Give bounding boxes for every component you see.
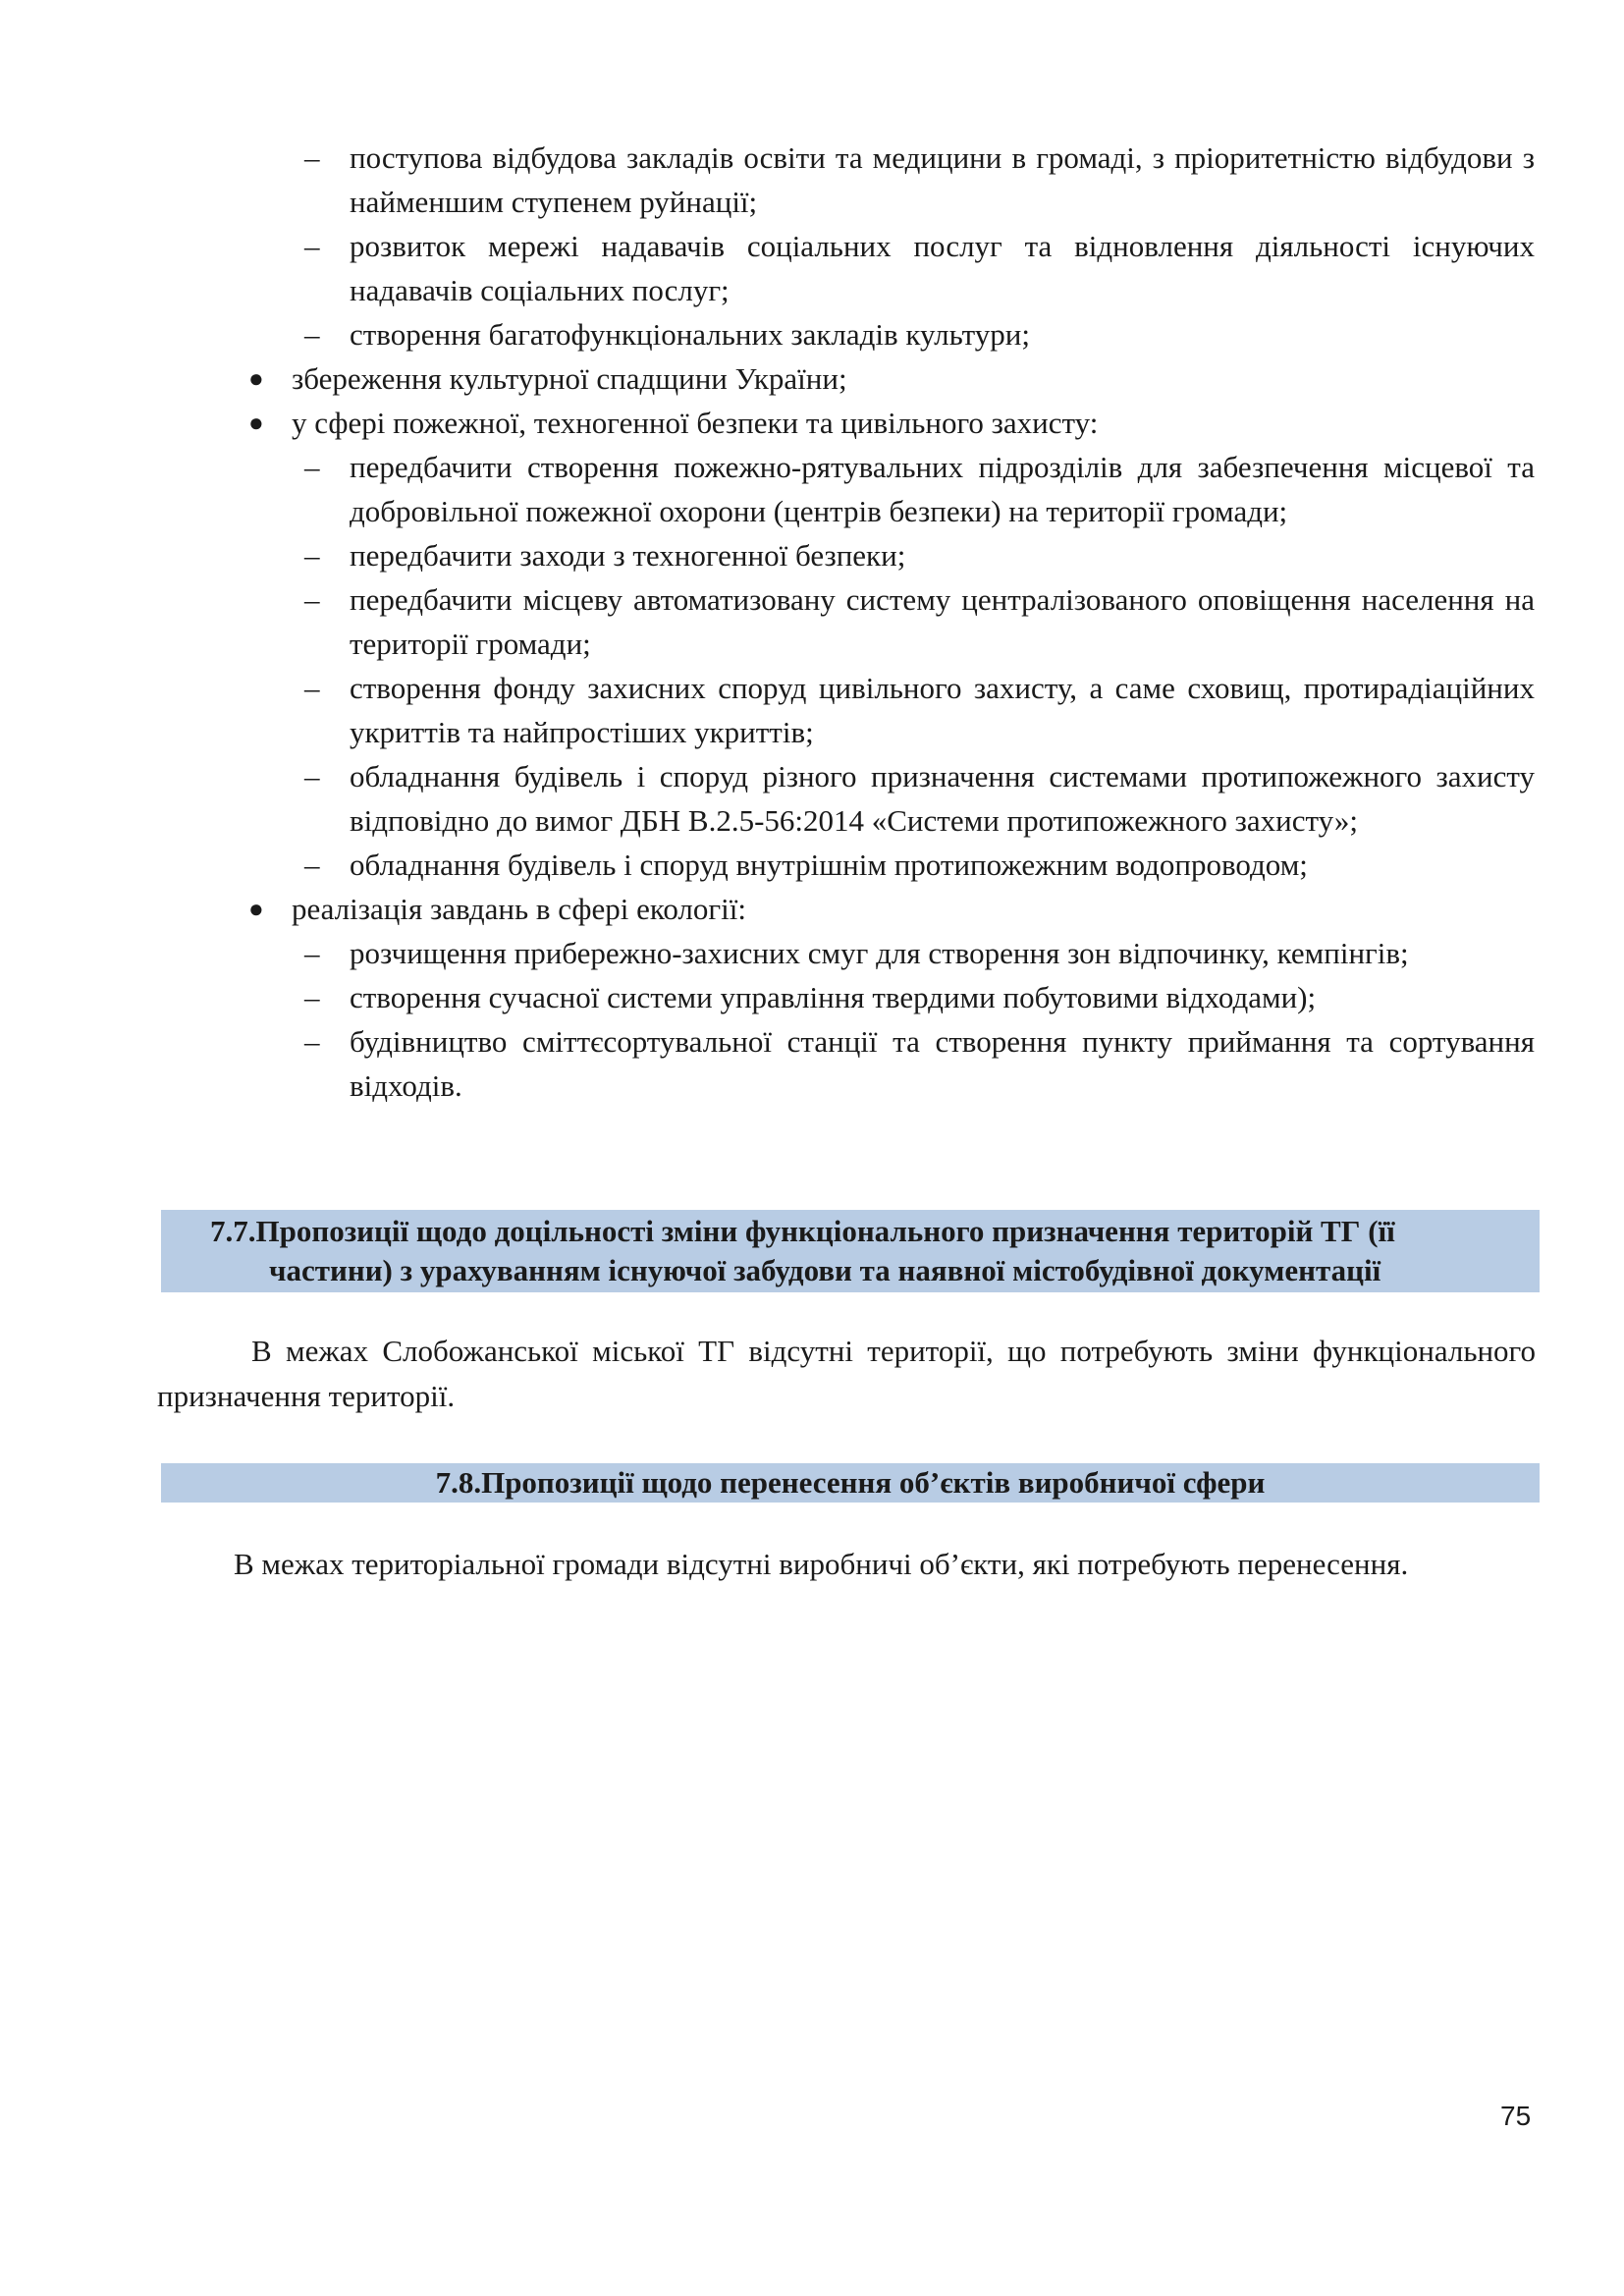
list-item-text: створення багатофункціональних закладів культури; (350, 317, 1030, 352)
list-item-text: обладнання будівель і споруд різного призначення системами протипожежного захисту відповідно до вимог ДБН В.2.5-56:2014 «Системи протипожежного захисту»; (350, 759, 1535, 838)
dash-list-item (304, 843, 1535, 887)
dash-marker: – (304, 538, 320, 573)
dash-list-item (304, 136, 1535, 224)
page-number: 75 (1500, 2101, 1532, 2131)
dash-list-item (304, 931, 1535, 975)
list-item-text: створення фонду захисних споруд цивільного захисту, а саме сховищ, протирадіаційних укриттів та найпростіших укриттів; (350, 671, 1535, 749)
list-item-text: розчищення прибережно-захисних смуг для створення зон відпочинку, кемпінгів; (350, 936, 1409, 970)
bullet-marker: ● (248, 895, 264, 923)
list-item-text: збереження культурної спадщини України; (292, 361, 847, 396)
dash-list-item (304, 577, 1535, 666)
list-item-text: поступова відбудова закладів освіти та медицини в громаді, з пріоритетністю відбудови з найменшим ступенем руйнації; (350, 140, 1535, 219)
dash-marker: – (304, 317, 320, 352)
dash-marker: – (304, 140, 320, 175)
list-item-text: передбачити створення пожежно-рятувальних підрозділів для забезпечення місцевої та добровільної пожежної охорони (центрів безпеки) на території громади; (350, 450, 1535, 528)
list-item-text: передбачити місцеву автоматизовану систему централізованого оповіщення населення на території громади; (350, 582, 1535, 661)
list-item-text: у сфері пожежної, техногенної безпеки та цивільного захисту: (292, 406, 1099, 440)
dash-marker: – (304, 759, 320, 793)
section-heading-7-7 (161, 1210, 1540, 1292)
dash-list-item (304, 975, 1535, 1019)
dash-list-item (304, 533, 1535, 577)
dash-list-item (304, 1019, 1535, 1108)
bullet-list-item (248, 887, 1535, 931)
list-item-text: реалізація завдань в сфері екології: (292, 892, 746, 926)
paragraph-7-7: В межах Слобожанської міської ТГ відсутні території, що потребують зміни функціонального призначення території. (157, 1334, 1536, 1413)
bullet-list (0, 136, 1624, 1108)
dash-marker: – (304, 1024, 320, 1059)
paragraph-7-8: В межах територіальної громади відсутні виробничі об’єкти, які потребують перенесення. (234, 1547, 1409, 1581)
dash-marker: – (304, 671, 320, 705)
dash-list-item (304, 445, 1535, 533)
dash-marker: – (304, 936, 320, 970)
dash-list-item (304, 312, 1535, 356)
bullet-marker: ● (248, 364, 264, 393)
dash-marker: – (304, 229, 320, 263)
section-heading-line: частини) з урахуванням існуючої забудови та наявної містобудівної документації (269, 1253, 1381, 1287)
dash-list-item (304, 224, 1535, 312)
list-item-text: обладнання будівель і споруд внутрішнім протипожежним водопроводом; (350, 847, 1308, 882)
section-heading-7-8: 7.8.Пропозиції щодо перенесення об’єктів виробничої сфери (161, 1463, 1540, 1503)
dash-marker: – (304, 980, 320, 1014)
dash-marker: – (304, 450, 320, 484)
list-item-text: передбачити заходи з техногенної безпеки; (350, 538, 906, 573)
dash-marker: – (304, 582, 320, 617)
bullet-list-item (248, 356, 1535, 401)
section-heading-line: 7.7.Пропозиції щодо доцільності зміни функціонального призначення територій ТГ (її (210, 1214, 1395, 1248)
bullet-list-item (248, 401, 1535, 445)
dash-marker: – (304, 847, 320, 882)
list-item-text: розвиток мережі надавачів соціальних послуг та відновлення діяльності існуючих надавачів соціальних послуг; (350, 229, 1535, 307)
dash-list-item (304, 754, 1535, 843)
list-item-text: створення сучасної системи управління твердими побутовими відходами); (350, 980, 1317, 1014)
list-item-text: будівництво сміттєсортувальної станції та створення пункту приймання та сортування відходів. (350, 1024, 1535, 1103)
dash-list-item (304, 666, 1535, 754)
bullet-marker: ● (248, 409, 264, 437)
